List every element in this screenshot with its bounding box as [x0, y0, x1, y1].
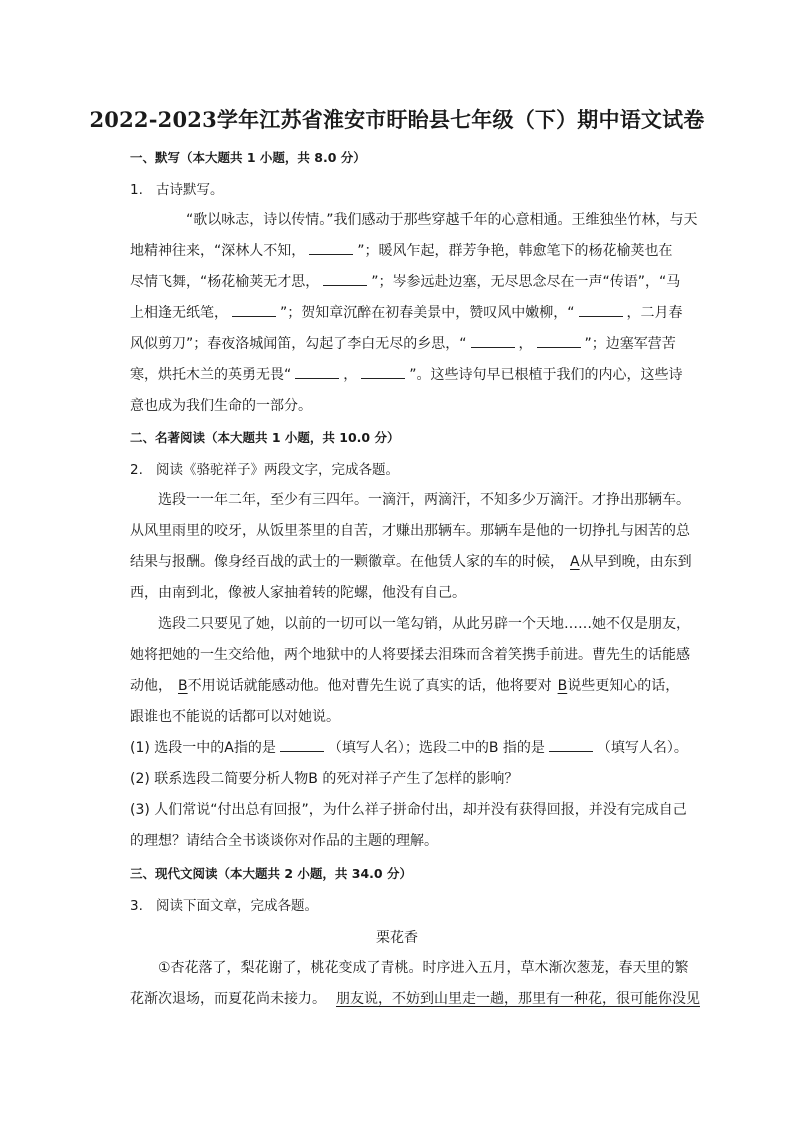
text-run: ”；岑参远赴边塞，无尽思念尽在一声“传语”，“马 — [371, 274, 681, 290]
sub-question-3 — [130, 799, 710, 819]
text-run: 意也成为我们生命的一部分。 — [130, 398, 312, 414]
text-run: ， — [343, 367, 358, 383]
question-1 — [130, 178, 224, 198]
text-run: 西，由南到北，像被人家抽着转的陀螺，他没有自己。 — [130, 585, 466, 601]
text-line — [130, 240, 710, 260]
text-run: 上相逢无纸笔， — [130, 305, 228, 321]
text-run: (1) 选段一中的A指的是 — [130, 740, 276, 756]
text-line — [130, 613, 710, 633]
answer-blank[interactable] — [323, 273, 367, 286]
answer-blank[interactable] — [471, 335, 515, 348]
text-line — [130, 830, 710, 850]
text-line — [130, 706, 710, 726]
text-run: 地精神往来，“深林人不知， — [130, 243, 306, 259]
text-run: ，二月春 — [626, 305, 683, 321]
question-number: 3. — [130, 898, 143, 914]
text-run: ①杏花落了，梨花谢了，桃花变成了青桃。时序进入五月，草木渐次葱茏，春天里的繁 — [158, 960, 689, 976]
text-run: 从风里雨里的咬牙，从饭里茶里的自苦，才赚出那辆车。那辆车是他的一切挣扎与困苦的总 — [130, 523, 690, 539]
answer-blank[interactable] — [361, 366, 405, 379]
text-line — [130, 209, 710, 229]
text-line — [130, 582, 710, 602]
text-run: 结果与报酬。像身经百战的武士的一颗徽章。在他赁人家的车的时候， — [130, 554, 564, 570]
text-run: 选段一一年二年，至少有三四年。一滴汗，两滴汗，不知多少万滴汗。才挣出那辆车。 — [158, 492, 690, 508]
answer-blank[interactable] — [232, 304, 276, 317]
text-line — [130, 675, 710, 695]
section-heading-1: 一、默写（本大题共 1 小题，共 8.0 分） — [130, 150, 366, 165]
text-line — [130, 520, 710, 540]
text-line — [130, 271, 710, 291]
answer-blank[interactable] — [549, 739, 593, 752]
underlined-text: 朋友说，不妨到山里走一趟，那里有一种花，很可能你没见 — [336, 991, 700, 1007]
sub-question-2 — [130, 768, 710, 788]
text-run: 的理想？请结合全书谈谈你对作品的主题的理解。 — [130, 833, 438, 849]
text-line — [130, 988, 710, 1008]
text-run: 风似剪刀”；春夜洛城闻笛，勾起了李白无尽的乡思，“ — [130, 336, 467, 352]
question-text: 阅读《骆驼祥子》两段文字，完成各题。 — [156, 462, 399, 478]
section-heading-2: 二、名著阅读（本大题共 1 小题，共 10.0 分） — [130, 430, 400, 445]
text-run: 尽情飞舞，“杨花榆荚无才思， — [130, 274, 320, 290]
text-run: ， — [518, 336, 533, 352]
sub-question-1 — [130, 737, 710, 757]
question-text: 古诗默写。 — [156, 182, 224, 198]
text-line — [130, 302, 710, 322]
text-line — [130, 395, 710, 415]
question-2 — [130, 458, 399, 478]
text-run: 选段二只要见了她，以前的一切可以一笔勾销，从此另辟一个天地……她不仅是朋友， — [158, 616, 690, 632]
answer-blank[interactable] — [309, 242, 353, 255]
text-run: (3) 人们常说“付出总有回报”，为什么祥子拼命付出，却并没有获得回报，并没有完成自己 — [130, 802, 687, 818]
article-title: 栗花香 — [376, 930, 418, 946]
page-title: 2022-2023学年江苏省淮安市盱眙县七年级（下）期中语文试卷 — [89, 107, 705, 132]
text-run: 从早到晚，由东到 — [579, 554, 692, 570]
text-run: ”。这些诗句早已根植于我们的内心，这些诗 — [409, 367, 683, 383]
text-line — [130, 957, 710, 977]
text-run: （填写人名）。 — [596, 740, 688, 756]
answer-blank[interactable] — [295, 366, 339, 379]
text-run: ”；暖风乍起，群芳争艳，韩愈笔下的杨花榆荚也在 — [357, 243, 673, 259]
text-run: 花渐次退场，而夏花尚未接力。 — [130, 991, 326, 1007]
marker-a: A — [570, 554, 580, 570]
text-line — [130, 364, 710, 384]
answer-blank[interactable] — [537, 335, 581, 348]
text-run: 不用说话就能感动他。他对曹先生说了真实的话，他将要对 — [187, 678, 552, 694]
answer-blank[interactable] — [579, 304, 623, 317]
text-run: （填写人名）；选段二中的B 指的是 — [327, 740, 545, 756]
question-3 — [130, 894, 318, 914]
question-text: 阅读下面文章，完成各题。 — [156, 898, 318, 914]
text-run: “歌以咏志，诗以传情。”我们感动于那些穿越千年的心意相通。王维独坐竹林，与天 — [186, 212, 698, 228]
text-run: 她将把她的一生交给他，两个地狱中的人将要揉去泪珠而含着笑携手前进。曹先生的话能感 — [130, 647, 690, 663]
question-number: 2. — [130, 462, 143, 478]
marker-b: B — [557, 678, 568, 694]
text-run: 说些更知心的话， — [567, 678, 680, 694]
text-run: 动他， — [130, 678, 172, 694]
text-line — [130, 333, 710, 353]
text-run: 跟谁也不能说的话都可以对她说。 — [130, 709, 340, 725]
text-run: ”；边塞军营苦 — [584, 336, 676, 352]
text-run: (2) 联系选段二简要分析人物B 的死对祥子产生了怎样的影响？ — [130, 771, 519, 787]
answer-blank[interactable] — [280, 739, 324, 752]
text-run: ”；贺知章沉醉在初春美景中，赞叹风中嫩柳，“ — [280, 305, 575, 321]
question-number: 1. — [130, 182, 143, 198]
text-run: 寒，烘托木兰的英勇无畏“ — [130, 367, 292, 383]
text-line — [130, 551, 710, 571]
marker-b: B — [178, 678, 188, 694]
text-line — [130, 489, 710, 509]
section-heading-3: 三、现代文阅读（本大题共 2 小题，共 34.0 分） — [130, 866, 412, 881]
text-line — [130, 644, 710, 664]
